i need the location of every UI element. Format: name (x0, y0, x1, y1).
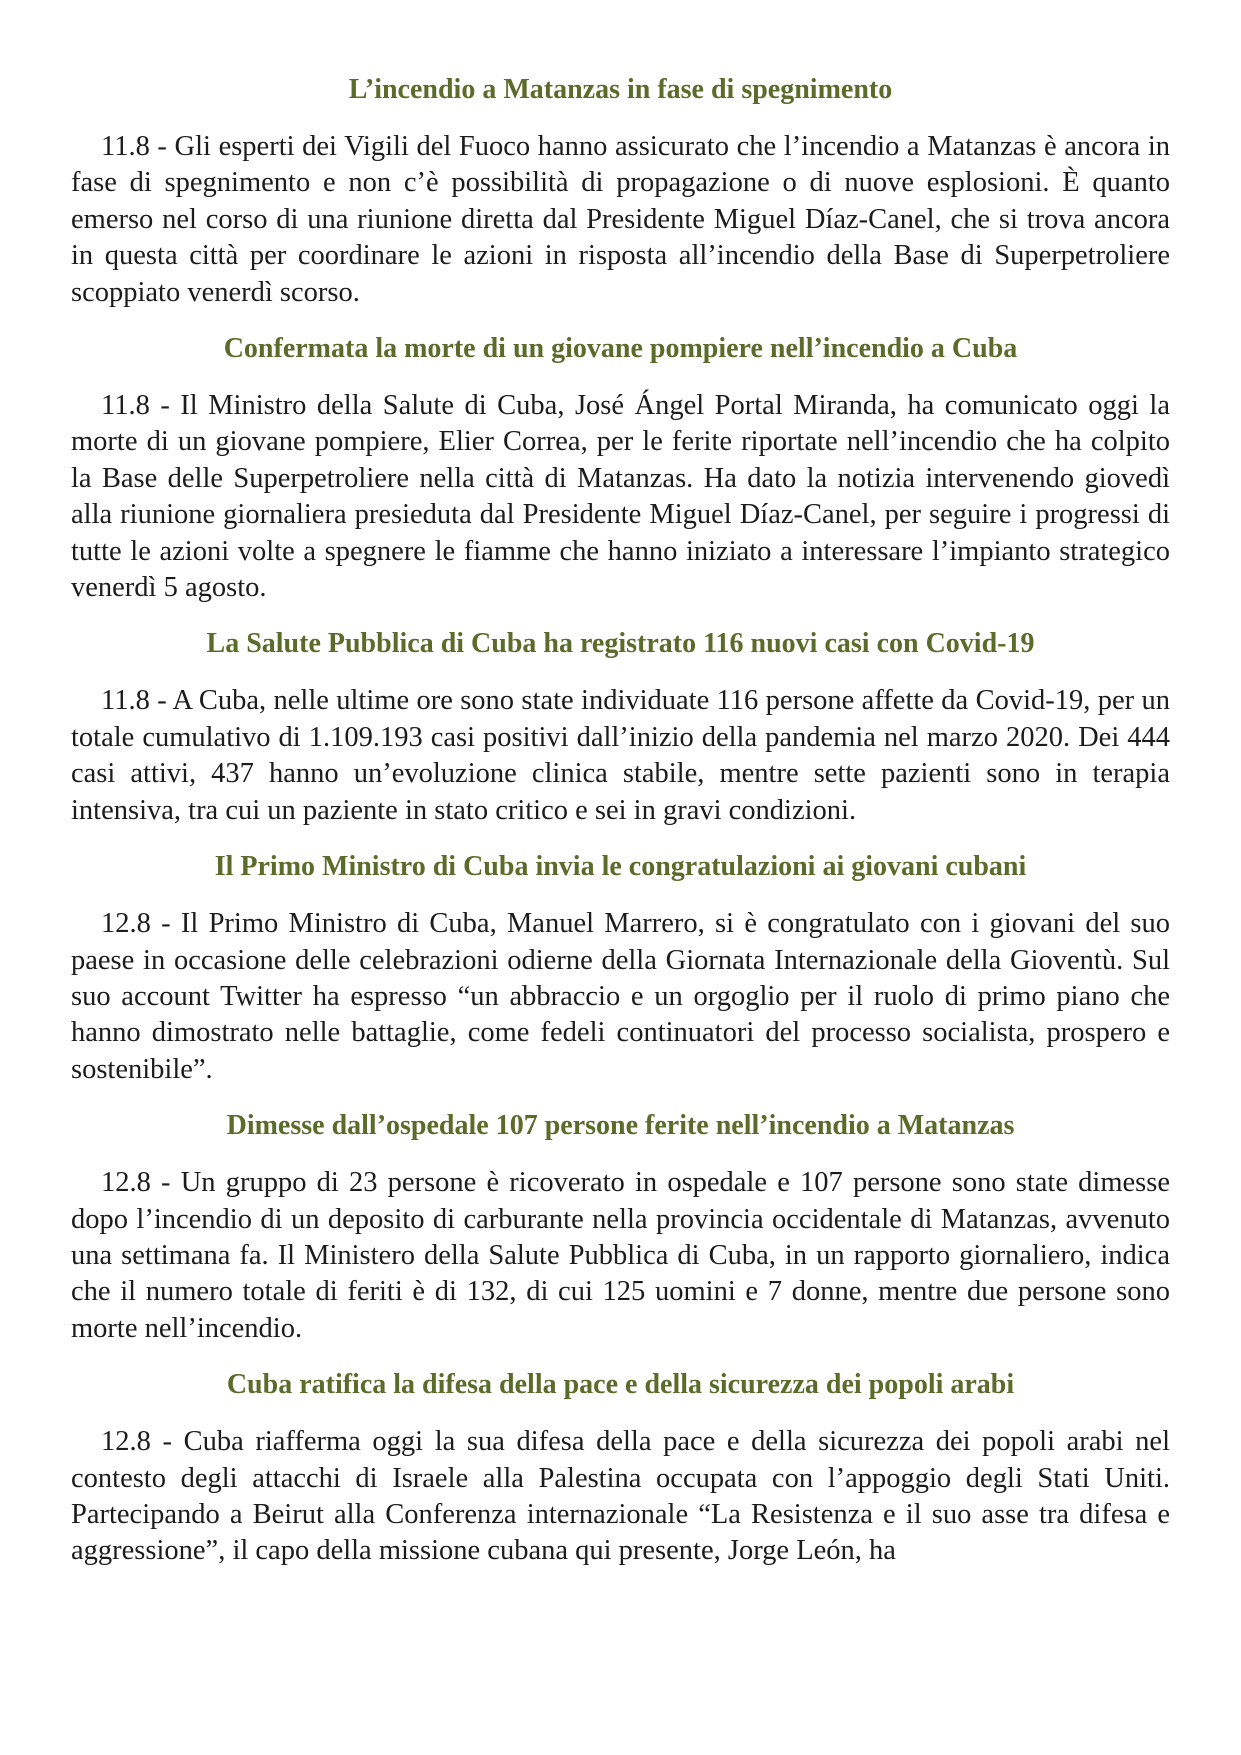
article-headline: Cuba ratifica la difesa della pace e della sicurezza dei popoli arabi (226, 1369, 1015, 1401)
article-headline: L’incendio a Matanzas in fase di spegnimento (348, 74, 893, 105)
article-headline: La Salute Pubblica di Cuba ha registrato 116 nuovi casi con Covid-19 (206, 628, 1035, 660)
article-2 (71, 331, 1170, 606)
article-headline: Dimesse dall’ospedale 107 persone ferite nell’incendio a Matanzas (226, 1110, 1015, 1142)
article-body: 12.8 - Il Primo Ministro di Cuba, Manuel Marrero, si è congratulato con i giovani del suo paese in occasione delle celebrazioni odierne della Giornata Internazionale della Gioventù. Sul suo account Twitter ha espresso “un abbraccio e un orgoglio per il ruolo di primo piano che hanno dimostrato nelle battaglie, come fedeli continuatori del processo socialista, prospero e sostenibile”. (71, 908, 1170, 1085)
article-1 (71, 72, 1170, 311)
article-body: 11.8 - Gli esperti dei Vigili del Fuoco hanno assicurato che l’incendio a Matanzas è ancora in fase di spegnimento e non c’è possibilità di propagazione o di nuove esplosioni. È quanto emerso nel corso di una riunione diretta dal Presidente Miguel Díaz-Canel, che si trova ancora in questa città per coordinare le azioni in risposta all’incendio della Base di Superpetroliere scoppiato venerdì scorso. (71, 131, 1170, 308)
article-5 (71, 1108, 1170, 1347)
article-body: 11.8 - A Cuba, nelle ultime ore sono state individuate 116 persone affette da Covid-19, per un totale cumulativo di 1.109.193 casi positivi dall’inizio della pandemia nel marzo 2020. Dei 444 casi attivi, 437 hanno un’evoluzione clinica stabile, mentre sette pazienti sono in terapia intensiva, tra cui un paziente in stato critico e sei in gravi condizioni. (71, 685, 1170, 826)
article-4 (71, 849, 1170, 1088)
article-body: 11.8 - Il Ministro della Salute di Cuba, José Ángel Portal Miranda, ha comunicato oggi la morte di un giovane pompiere, Elier Correa, per le ferite riportate nell’incendio che ha colpito la Base delle Superpetroliere nella città di Matanzas. Ha dato la notizia intervenendo giovedì alla riunione giornaliera presieduta dal Presidente Miguel Díaz-Canel, per seguire i progressi di tutte le azioni volte a spegnere le fiamme che hanno iniziato a interessare l’impianto strategico venerdì 5 agosto. (71, 390, 1170, 604)
article-6 (71, 1367, 1170, 1570)
article-body: 12.8 - Un gruppo di 23 persone è ricoverato in ospedale e 107 persone sono state dimesse dopo l’incendio di un deposito di carburante nella provincia occidentale di Matanzas, avvenuto una settimana fa. Il Ministero della Salute Pubblica di Cuba, in un rapporto giornaliero, indica che il numero totale di feriti è di 132, di cui 125 uomini e 7 donne, mentre due persone sono morte nell’incendio. (71, 1167, 1170, 1344)
article-headline: Il Primo Ministro di Cuba invia le congratulazioni ai giovani cubani (214, 851, 1027, 883)
article-headline: Confermata la morte di un giovane pompiere nell’incendio a Cuba (223, 333, 1018, 365)
article-body: 12.8 - Cuba riafferma oggi la sua difesa della pace e della sicurezza dei popoli arabi nel contesto degli attacchi di Israele alla Palestina occupata con l’appoggio degli Stati Uniti. Partecipando a Beirut alla Conferenza internazionale “La Resistenza e il suo asse tra difesa e aggressione”, il capo della missione cubana qui presente, Jorge León, ha (71, 1426, 1170, 1567)
article-3 (71, 626, 1170, 829)
